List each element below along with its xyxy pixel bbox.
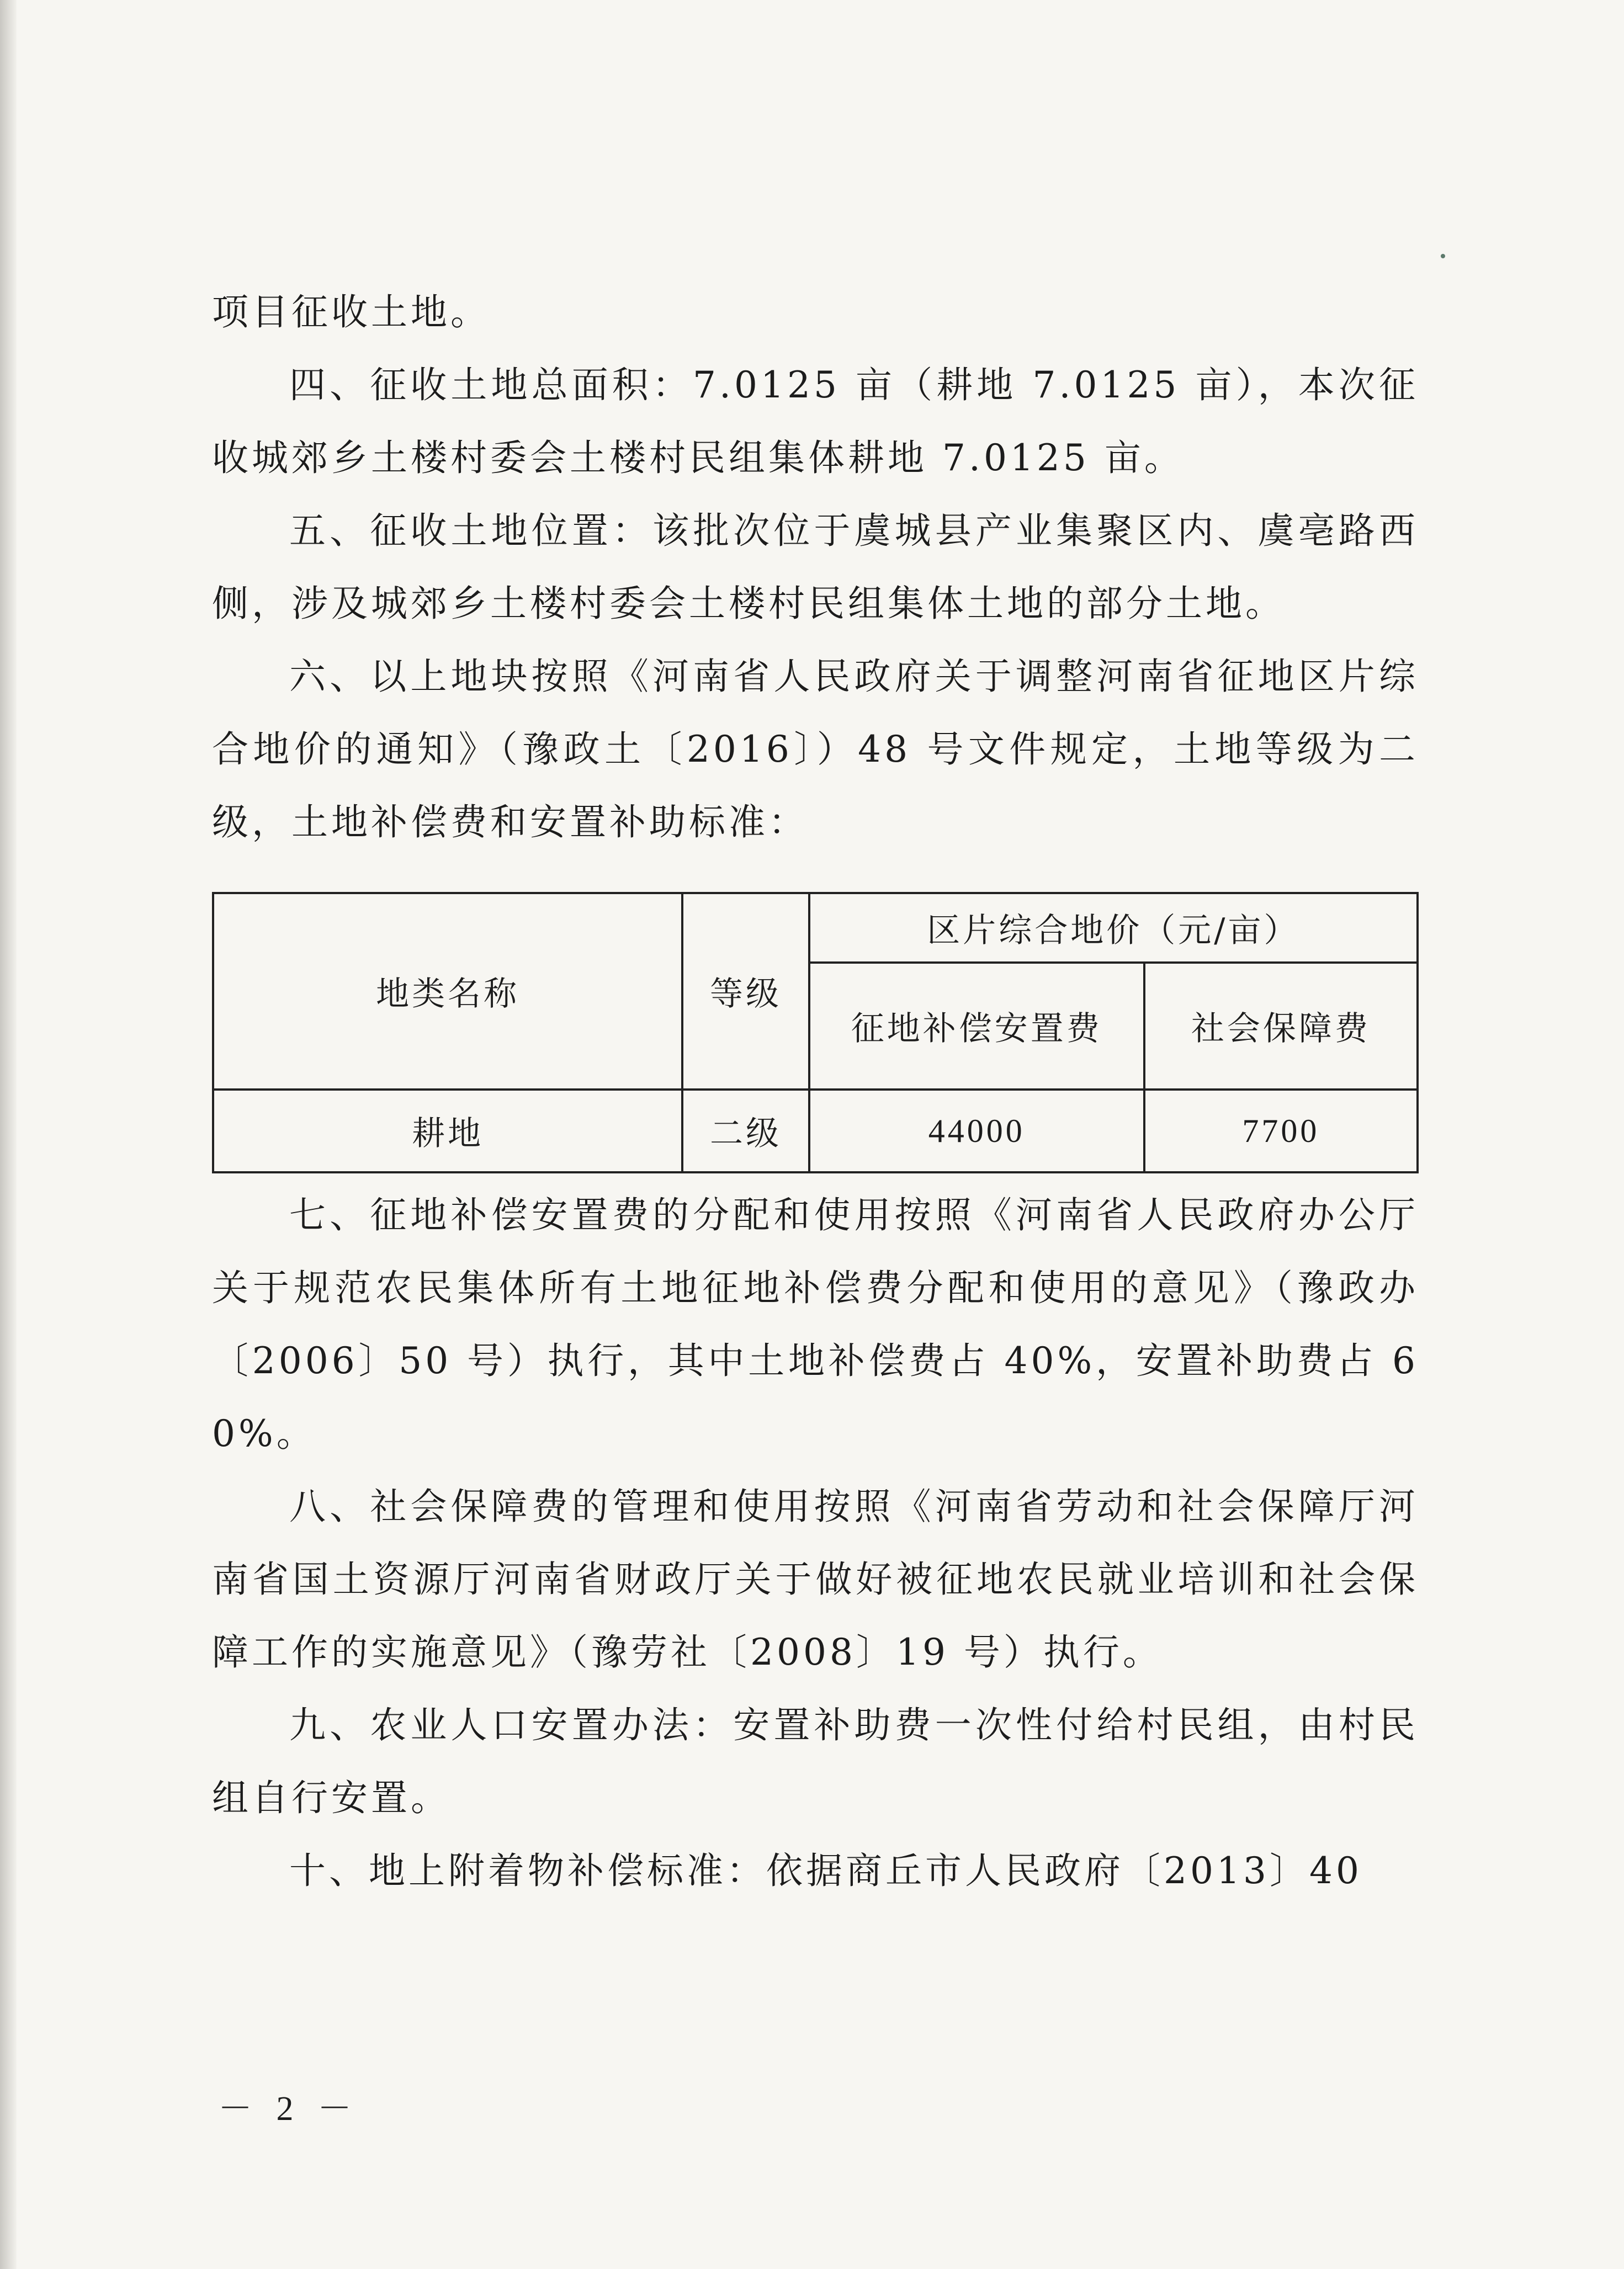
compensation-table-wrapper <box>212 892 1419 1173</box>
cell-social-security: 7700 <box>1144 1090 1418 1172</box>
header-land-type: 地类名称 <box>213 893 682 1090</box>
document-body <box>212 276 1419 1907</box>
paragraph-section-5: 五、征收土地位置：该批次位于虞城县产业集聚区内、虞亳路西侧，涉及城郊乡土楼村委会土楼村民组集体土地的部分土地。 <box>212 509 1419 625</box>
header-social-security-fee: 社会保障费 <box>1144 963 1418 1090</box>
compensation-table <box>212 892 1419 1173</box>
paragraph-continuation: 项目征收土地。 <box>212 291 490 333</box>
table-row <box>213 1090 1418 1172</box>
cell-grade: 二级 <box>682 1090 809 1172</box>
table-header-row <box>213 893 1418 963</box>
paragraph-section-6: 六、以上地块按照《河南省人民政府关于调整河南省征地区片综合地价的通知》（豫政土〔2016〕）48 号文件规定，土地等级为二级，土地补偿费和安置补助标准： <box>212 655 1419 843</box>
header-compensation-fee: 征地补偿安置费 <box>809 963 1144 1090</box>
header-zone-price: 区片综合地价（元/亩） <box>809 893 1418 963</box>
paragraph-section-4: 四、征收土地总面积：7.0125 亩（耕地 7.0125 亩），本次征收城郊乡土楼村委会土楼村民组集体耕地 7.0125 亩。 <box>212 364 1419 479</box>
paragraph-section-9: 九、农业人口安置办法：安置补助费一次性付给村民组，由村民组自行安置。 <box>212 1704 1419 1819</box>
scan-page-edge <box>0 0 17 2269</box>
cell-land-type: 耕地 <box>213 1090 682 1172</box>
paragraph-section-10: 十、地上附着物补偿标准：依据商丘市人民政府〔2013〕40 <box>289 1850 1362 1892</box>
header-grade: 等级 <box>682 893 809 1090</box>
cell-compensation: 44000 <box>809 1090 1144 1172</box>
paragraph-section-8: 八、社会保障费的管理和使用按照《河南省劳动和社会保障厅河南省国土资源厅河南省财政厅关于做好被征地农民就业培训和社会保障工作的实施意见》（豫劳社〔2008〕19 号）执行。 <box>212 1485 1419 1673</box>
page-number: － 2 － <box>218 2090 360 2128</box>
paragraph-section-7: 七、征地补偿安置费的分配和使用按照《河南省人民政府办公厅关于规范农民集体所有土地征地补偿费分配和使用的意见》（豫政办〔2006〕50 号）执行，其中土地补偿费占 40%，安置补助费占 60%。 <box>212 1194 1419 1455</box>
scan-speck <box>1441 254 1445 258</box>
